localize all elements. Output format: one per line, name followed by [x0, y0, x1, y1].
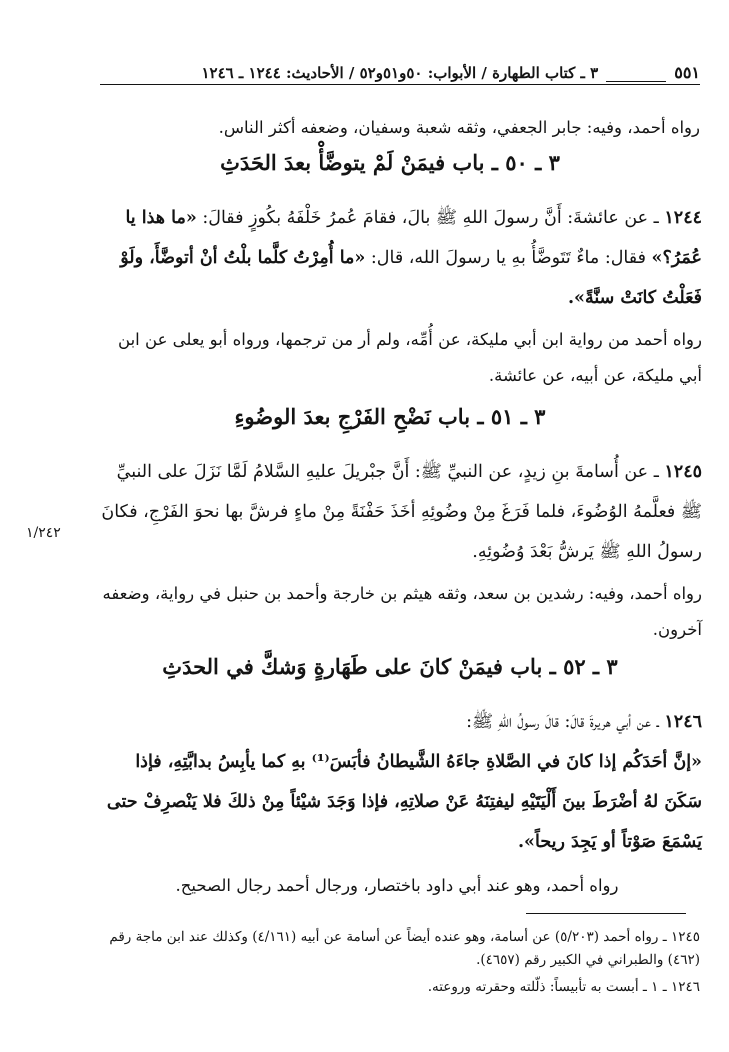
hadith-text: ـ عن أُسامةَ بنِ زيدٍ، عن النبيِّ ﷺ: أَنَّ جبْريلَ عليهِ السَّلامُ لَمَّا نَزَلَ على النبيِّ ﷺ فعلَّمهُ الوُضُوءَ، فلما فَرَغَ مِنْ وضُوئِهِ أخَذَ حَفْنَةً مِنْ ماءٍ فرشَّ بها نحوَ الفَرْجِ، فكانَ رسولُ اللهِ ﷺ يَرشُّ بَعْدَ وُضُوئِهِ. — [101, 462, 702, 562]
hadith-text: فقال: ماءٌ تَتَوضَّأُ بهِ يا رسولَ الله، قال: — [365, 248, 652, 268]
header-rule — [606, 67, 666, 82]
chapter-heading-50: ٣ ـ ٥٠ ـ باب فيمَنْ لَمْ يتوضَّأْ بعدَ الحَدَثِ — [220, 150, 560, 175]
running-header — [100, 52, 700, 82]
margin-reference: ١/٢٤٢ — [26, 525, 61, 541]
hadith-1246 — [92, 702, 702, 862]
hadith-number: ١٢٤٤ — [664, 208, 702, 228]
footnote-divider — [526, 913, 686, 914]
hadith-number: ١٢٤٦ — [664, 712, 702, 732]
hadith-quote: «إنَّ أحَدَكُم إذا كانَ في الصَّلاةِ جاءَهُ الشَّيطانُ فأبَسَ⁽¹⁾ بهِ كما يأبِسُ بدابَّتِهِ، فإذا سَكَنَ لهُ أضْرَطَ بينَ أَلْيَتَيْهِ ليفتِنَهُ عَنْ صلاتِهِ، فإذا وَجَدَ شيْئاً مِنْ ذلكَ فلا يَنْصرِفْ حتى يَسْمَعَ صَوْتاً أو يَجِدَ ريحاً». — [106, 752, 702, 852]
hadith-text: ـ عن عائشةَ: أَنَّ رسولَ اللهِ ﷺ بالَ، فقامَ عُمرُ خَلْفَهُ بكُوزٍ فقالَ: — [196, 208, 665, 228]
footnote-1245: ١٢٤٥ ـ رواه أحمد (٥/٢٠٣) عن أسامة، وهو عنده أيضاً عن أسامة عن أبيه (٤/١٦١) وكذلك عند ابن ماجة رقم (٤٦٢) والطبراني في الكبير رقم (٤٦٥٧). — [109, 929, 700, 968]
hadith-number: ١٢٤٥ — [664, 462, 702, 482]
source-note-1246: رواه أحمد، وهو عند أبي داود باختصار، ورجال أحمد رجال الصحيح. — [175, 876, 619, 895]
chapter-heading-51: ٣ ـ ٥١ ـ باب نَضْحِ الفَرْجِ بعدَ الوضُوءِ — [234, 404, 546, 429]
source-note-1245: رواه أحمد، وفيه: رشدين بن سعد، وثقه هيثم بن خارجة وأحمد بن حنبل في رواية، وضعفه آخرون. — [102, 584, 702, 639]
hadith-1245 — [92, 452, 702, 572]
chapter-heading-52: ٣ ـ ٥٢ ـ باب فيمَنْ كانَ على طَهَارةٍ وَشكَّ في الحدَثِ — [162, 654, 618, 679]
hadith-quote: «ما هذا يا عُمَرُ؟» — [125, 208, 702, 268]
hadith-quote: «ما أُمِرْتُ كلَّما بلْتُ أنْ أتوضَّأَ، ولَوْ فَعَلْتُ كانَتْ سنَّةً». — [120, 248, 702, 308]
header-divider — [100, 84, 700, 85]
running-title: ٣ ـ كتاب الطهارة / الأبواب: ٥٠و٥١و٥٢ / الأحاديث: ١٢٤٤ ـ ١٢٤٦ — [201, 64, 599, 82]
footnote-1246: ١٢٤٦ ـ ١ ـ أبست به تأبيساً: ذلّلته وحقرته وروعته. — [427, 979, 700, 995]
source-note-previous: رواه أحمد، وفيه: جابر الجعفي، وثقه شعبة وسفيان، وضعفه أكثر الناس. — [218, 118, 700, 137]
hadith-1244 — [92, 198, 702, 318]
source-note-1244: رواه أحمد من رواية ابن أبي مليكة، عن أُمِّه، ولم أر من ترجمها، ورواه أبو يعلى عن ابن أبي مليكة، عن أبيه، عن عائشة. — [118, 330, 702, 385]
hadith-text: ـ عن أبي هريرةَ قالَ: قالَ رسولُ اللهِ ﷺ: — [466, 712, 665, 732]
page-number: ٥٥١ — [674, 63, 700, 82]
